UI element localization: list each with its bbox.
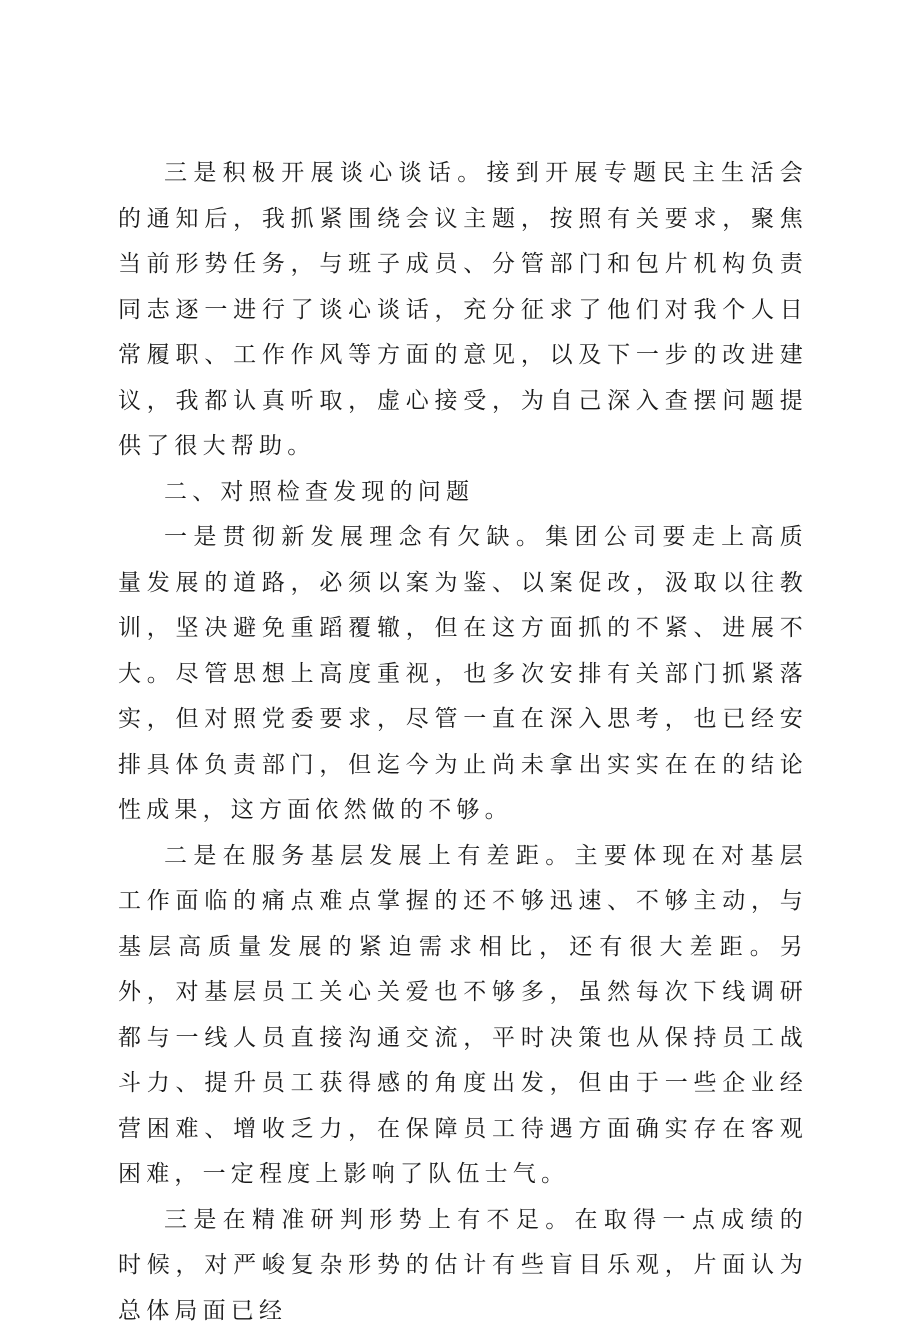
paragraph-talks: 三是积极开展谈心谈话。接到开展专题民主生活会的通知后，我抓紧围绕会议主题，按照有关要求，聚焦当前形势任务，与班子成员、分管部门和包片机构负责同志逐一进行了谈心谈话，充分征求了他们对我个人日常履职、工作作风等方面的意见，以及下一步的改进建议，我都认真听取，虚心接受，为自己深入查摆问题提供了很大帮助。 [118,151,808,470]
section-heading-problems: 二、对照检查发现的问题 [118,470,808,516]
paragraph-grassroots-service: 二是在服务基层发展上有差距。主要体现在对基层工作面临的痛点难点掌握的还不够迅速、不够主动，与基层高质量发展的紧迫需求相比，还有很大差距。另外，对基层员工关心关爱也不够多，虽然每次下线调研都与一线人员直接沟通交流，平时决策也从保持员工战斗力、提升员工获得感的角度出发，但由于一些企业经营困难、增收乏力，在保障员工待遇方面确实存在客观困难，一定程度上影响了队伍士气。 [118,834,808,1198]
paragraph-situation-judgment: 三是在精准研判形势上有不足。在取得一点成绩的时候，对严峻复杂形势的估计有些盲目乐观，片面认为总体局面已经 [118,1198,808,1334]
document-body [118,151,808,1334]
paragraph-new-development: 一是贯彻新发展理念有欠缺。集团公司要走上高质量发展的道路，必须以案为鉴、以案促改，汲取以往教训，坚决避免重蹈覆辙，但在这方面抓的不紧、进展不大。尽管思想上高度重视，也多次安排有关部门抓紧落实，但对照党委要求，尽管一直在深入思考，也已经安排具体负责部门，但迄今为止尚未拿出实实在在的结论性成果，这方面依然做的不够。 [118,515,808,834]
